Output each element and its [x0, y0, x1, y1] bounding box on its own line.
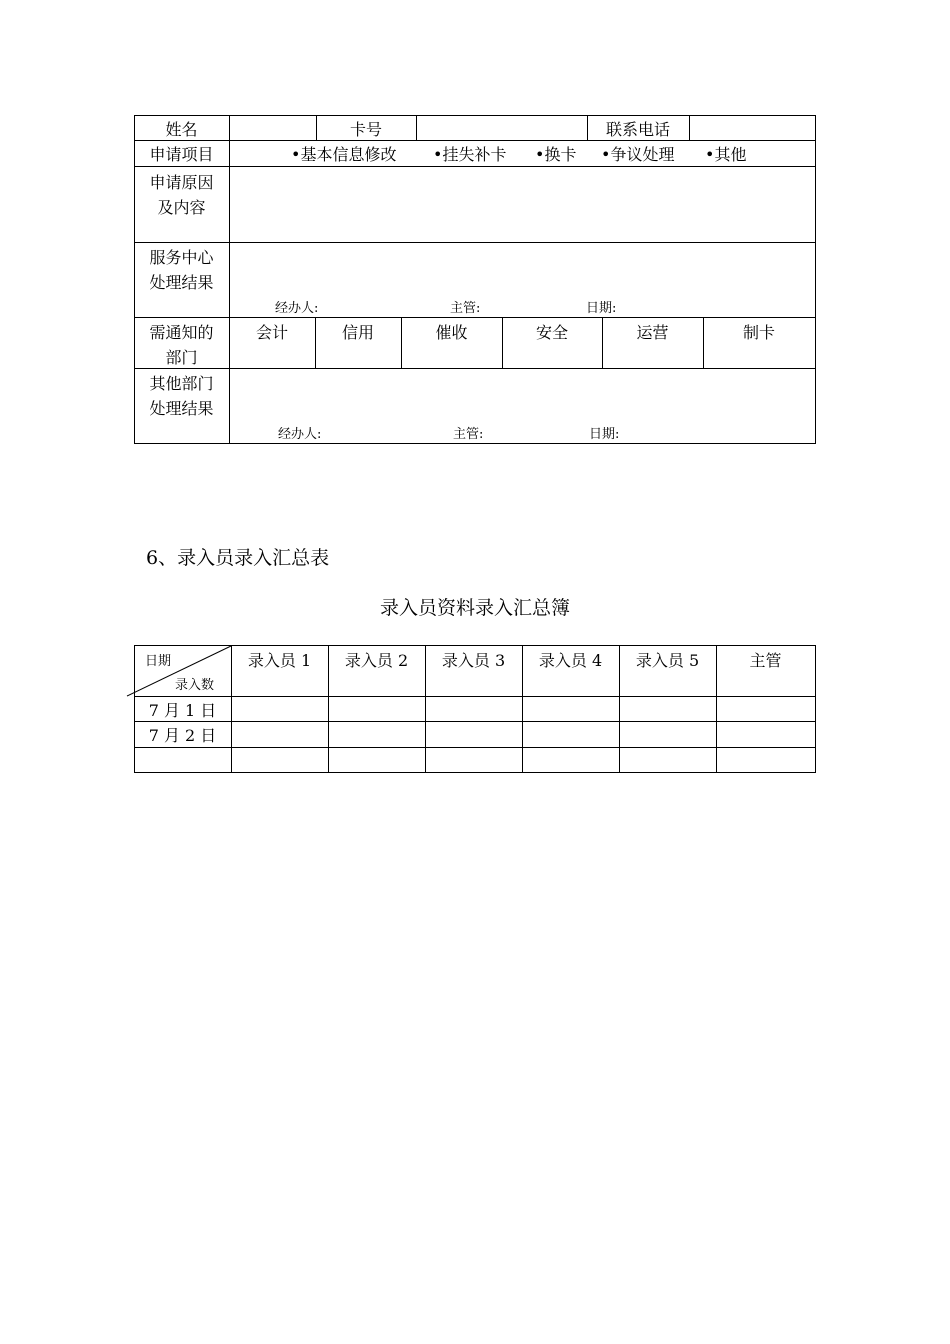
form-line [134, 242, 816, 243]
name-field[interactable] [230, 116, 316, 140]
service-label-line2: 处理结果 [149, 273, 214, 292]
table-line [134, 696, 816, 697]
table-border-right [815, 645, 816, 773]
form-line [134, 317, 816, 318]
table-line [134, 721, 816, 722]
notify-label-line2: 部门 [165, 348, 198, 367]
card-number-field[interactable] [417, 116, 587, 140]
option-other[interactable]: •其他 [705, 145, 747, 164]
dept-collection[interactable]: 催收 [435, 323, 468, 342]
row-date-1: 7 月 1 日 [148, 701, 217, 720]
table-title: 录入员资料录入汇总簿 [379, 597, 570, 619]
section-heading: 6、录入员录入汇总表 [146, 547, 330, 569]
supervisor-label: 主管: [450, 301, 481, 316]
dept-credit[interactable]: 信用 [341, 323, 374, 342]
corner-date-label: 日期 [145, 654, 172, 669]
form-line [134, 140, 816, 141]
form-line [229, 115, 230, 444]
column-header-supervisor: 主管 [749, 651, 782, 670]
reason-field[interactable] [230, 167, 815, 242]
column-header-clerk-3: 录入员 3 [441, 651, 506, 670]
reason-label-line1: 申请原因 [149, 173, 214, 192]
name-label: 姓名 [165, 120, 198, 139]
date-label: 日期: [586, 301, 617, 316]
other-label-line1: 其他部门 [149, 374, 214, 393]
date-label-2: 日期: [589, 427, 620, 442]
reason-label-line2: 及内容 [157, 198, 206, 217]
column-header-clerk-4: 录入员 4 [538, 651, 603, 670]
column-header-clerk-5: 录入员 5 [635, 651, 700, 670]
column-header-clerk-2: 录入员 2 [344, 651, 409, 670]
form-line [134, 368, 816, 369]
column-header-clerk-1: 录入员 1 [247, 651, 312, 670]
option-dispute[interactable]: •争议处理 [601, 145, 675, 164]
option-replace-card[interactable]: •换卡 [535, 145, 577, 164]
other-label-line2: 处理结果 [149, 399, 214, 418]
option-report-loss[interactable]: •挂失补卡 [433, 145, 507, 164]
table-border-top [134, 645, 816, 646]
dept-operations[interactable]: 运营 [636, 323, 669, 342]
form-border-bottom [134, 443, 816, 444]
row-date-2: 7 月 2 日 [148, 726, 217, 745]
handler-label-2: 经办人: [278, 427, 322, 442]
card-label: 卡号 [349, 120, 382, 139]
table-line [134, 747, 816, 748]
supervisor-label-2: 主管: [453, 427, 484, 442]
corner-count-label: 录入数 [175, 678, 215, 693]
phone-field[interactable] [690, 116, 815, 140]
apply-item-label: 申请项目 [149, 145, 214, 164]
table-border-bottom [134, 772, 816, 773]
dept-security[interactable]: 安全 [535, 323, 568, 342]
service-label-line1: 服务中心 [149, 248, 214, 267]
handler-label: 经办人: [275, 301, 319, 316]
option-basic-info[interactable]: •基本信息修改 [291, 145, 397, 164]
notify-label-line1: 需通知的 [149, 323, 214, 342]
form-border-right [815, 115, 816, 444]
dept-accounting[interactable]: 会计 [255, 323, 288, 342]
dept-card-making[interactable]: 制卡 [742, 323, 775, 342]
phone-label: 联系电话 [605, 120, 670, 139]
